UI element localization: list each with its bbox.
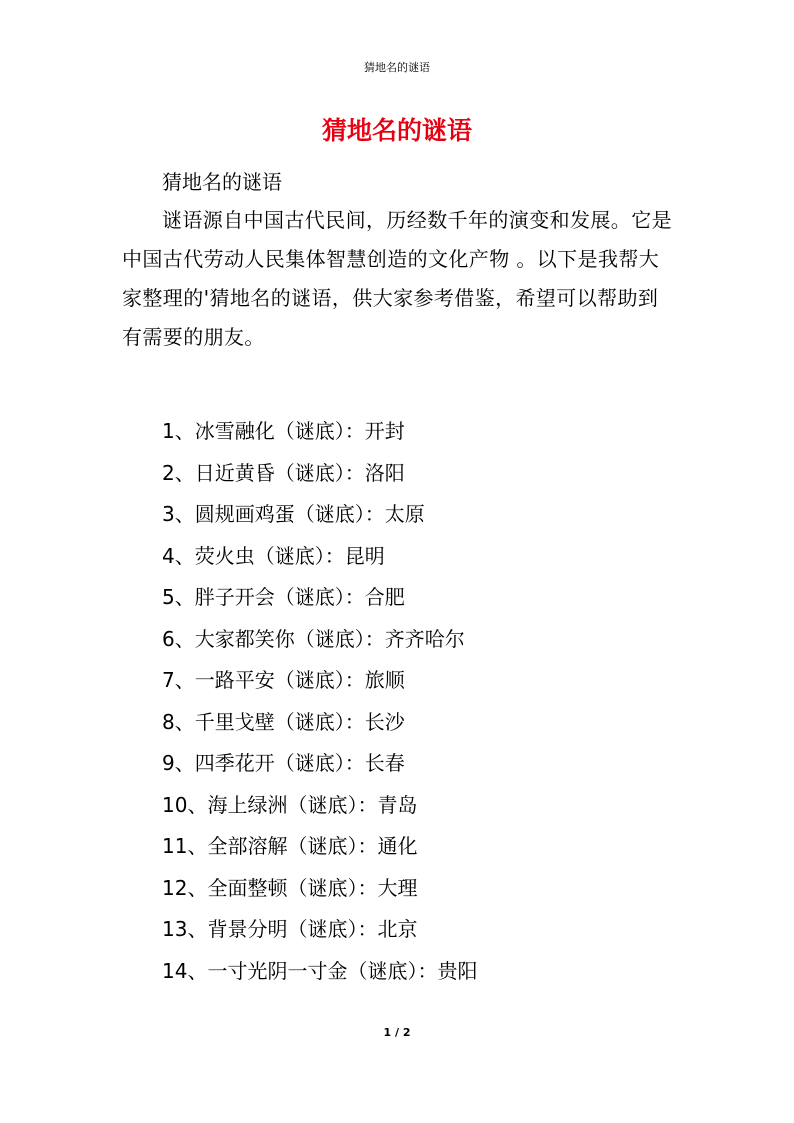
riddle-item: 1、冰雪融化（谜底）：开封 xyxy=(162,419,405,443)
riddle-item: 6、大家都笑你（谜底）：齐齐哈尔 xyxy=(162,626,465,651)
riddle-item: 10、海上绿洲（谜底）：青岛 xyxy=(162,792,418,817)
riddle-item: 13、背景分明（谜底）：北京 xyxy=(162,917,418,941)
riddle-item: 5、胖子开会（谜底）：合肥 xyxy=(162,585,405,609)
riddle-item: 8、千里戈壁（谜底）：长沙 xyxy=(162,709,405,734)
riddle-item: 9、四季花开（谜底）：长春 xyxy=(162,751,405,775)
header-divider xyxy=(120,80,674,81)
riddle-item: 11、全部溶解（谜底）：通化 xyxy=(162,834,418,858)
riddle-item: 12、全面整顿（谜底）：大理 xyxy=(162,875,418,900)
riddle-item: 2、日近黄昏（谜底）：洛阳 xyxy=(162,460,405,485)
riddle-item: 3、圆规画鸡蛋（谜底）：太原 xyxy=(162,502,425,526)
document-body xyxy=(122,163,676,357)
riddle-item: 4、荧火虫（谜底）：昆明 xyxy=(162,543,385,568)
intro-paragraph: 谜语源自中国古代民间，历经数千年的演变和发展。它是中国古代劳动人民集体智慧创造的文化产物 。以下是我帮大家整理的'猜地名的谜语，供大家参考借鉴，希望可以帮助到有需要的朋友。 xyxy=(122,208,672,349)
riddle-item: 14、一寸光阴一寸金（谜底）：贵阳 xyxy=(162,958,478,983)
riddle-item: 7、一路平安（谜底）：旅顺 xyxy=(162,668,405,692)
document-subtitle: 猜地名的谜语 xyxy=(162,170,282,194)
riddle-list xyxy=(162,411,477,992)
page-header: 猜地名的谜语 xyxy=(364,61,430,74)
document-title: 猜地名的谜语 xyxy=(321,116,472,145)
page-number: 1 / 2 xyxy=(383,1026,411,1039)
